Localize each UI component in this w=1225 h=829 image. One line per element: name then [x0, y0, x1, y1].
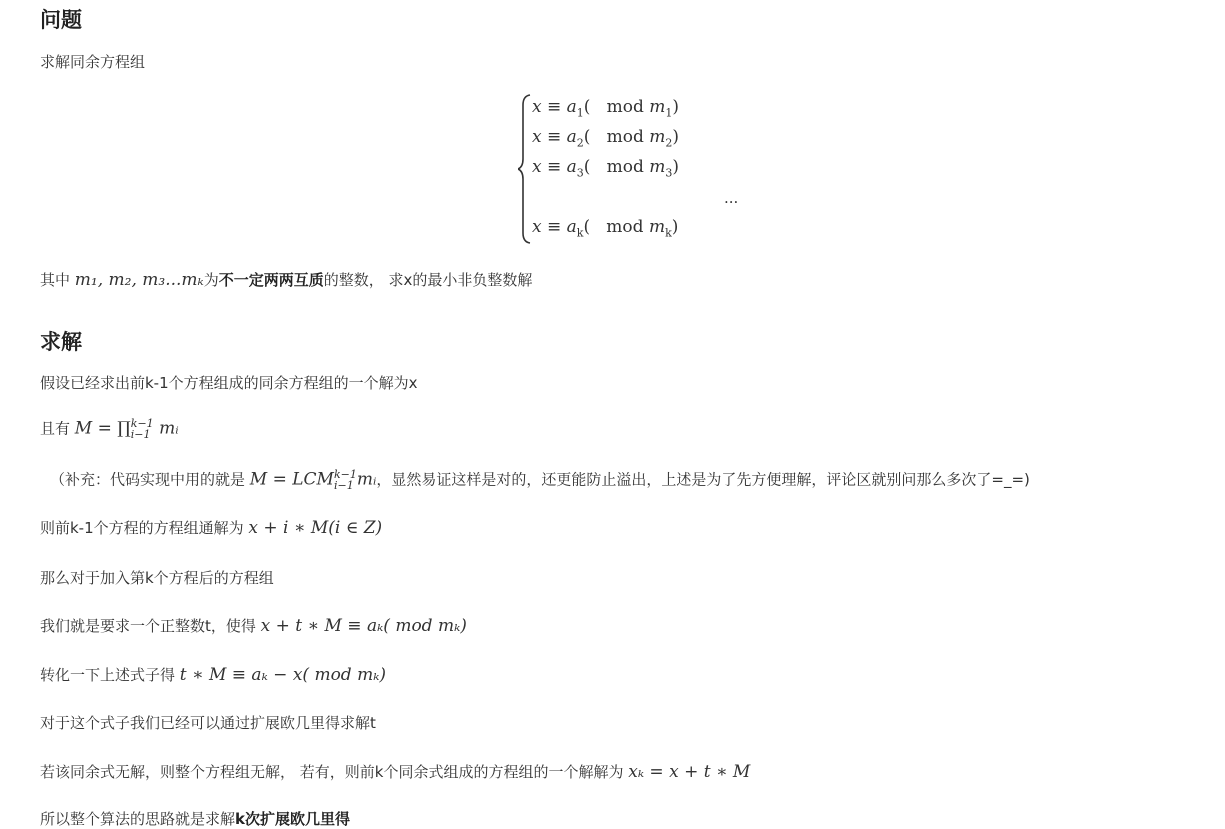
solution-paragraph: 转化一下上述式子得 t ∗ M ≡ aₖ − x( mod mₖ): [40, 665, 387, 685]
problem-intro: 求解同余方程组: [40, 53, 146, 71]
system-ellipsis: ...: [724, 189, 739, 207]
heading-problem: 问题: [40, 8, 82, 32]
solution-paragraph: 对于这个式子我们已经可以通过扩展欧几里得求解t: [40, 714, 376, 732]
system-row: $x \equiv a_3$( mod $m_3$): [532, 157, 680, 180]
solution-paragraph: 我们就是要求一个正整数t，使得 x + t ∗ M ≡ aₖ( mod mₖ): [40, 616, 467, 636]
solution-supplement: （补充：代码实现中用的就是 M = LCM k−1 i−1 mᵢ，显然易证这样是对的，还更能防止溢出，上述是为了先方便理解，评论区就别问那么多次了=_=): [50, 468, 1030, 492]
bold-emphasis: 不一定两两互质: [218, 271, 324, 289]
system-row: $x \equiv a_k$( mod $m_k$): [532, 217, 679, 240]
system-row: $x \equiv a_2$( mod $m_2$): [532, 127, 680, 150]
left-brace-icon: [518, 93, 532, 245]
solution-paragraph: 那么对于加入第k个方程后的方程组: [40, 569, 274, 587]
solution-paragraph-cutoff: 所以整个算法的思路就是求解k次扩展欧几里得: [40, 810, 350, 828]
system-row: $x \equiv a_1$( mod $m_1$): [532, 97, 680, 120]
problem-note: 其中 m₁, m₂, m₃...mₖ为不一定两两互质的整数， 求x的最小非负整数解: [40, 270, 533, 290]
solution-paragraph: 则前k-1个方程的方程组通解为 x + i ∗ M(i ∈ Z): [40, 518, 383, 538]
solution-paragraph: 且有 M = ∏ k−1 i−1 mᵢ: [40, 417, 179, 441]
solution-paragraph: 假设已经求出前k-1个方程组成的同余方程组的一个解为x: [40, 374, 418, 392]
congruence-system: [518, 93, 739, 245]
solution-paragraph: 若该同余式无解，则整个方程组无解， 若有，则前k个同余式组成的方程组的一个解解为 xₖ = x + t ∗ M: [40, 762, 751, 782]
heading-solution: 求解: [40, 330, 82, 354]
